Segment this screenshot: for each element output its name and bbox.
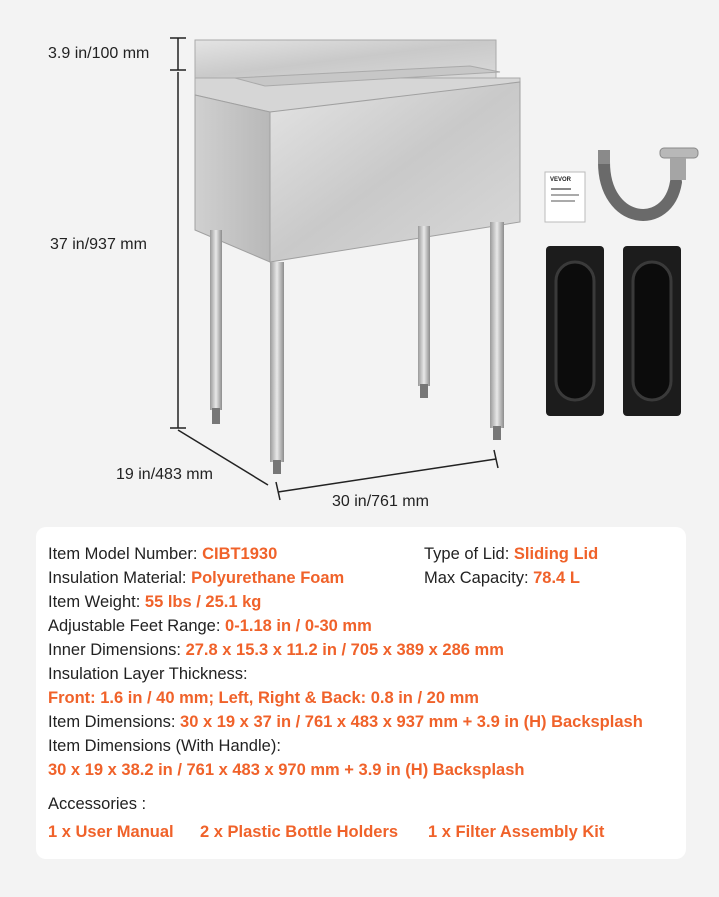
depth-dimension: 19 in/483 mm	[116, 466, 213, 483]
spec-model: Item Model Number: CIBT1930	[48, 545, 278, 563]
spec-lid: Type of Lid: Sliding Lid	[424, 545, 599, 563]
spec-handle-label: Item Dimensions (With Handle):	[48, 737, 281, 755]
spec-inner-dimensions: Inner Dimensions: 27.8 x 15.3 x 11.2 in / 705 x 389 x 286 mm	[48, 641, 504, 659]
backsplash-dimension: 3.9 in/100 mm	[48, 45, 150, 62]
spec-item-dimensions: Item Dimensions: 30 x 19 x 37 in / 761 x 483 x 937 mm + 3.9 in (H) Backsplash	[48, 713, 643, 731]
accessories-label: Accessories :	[48, 795, 147, 813]
spec-insulation: Insulation Material: Polyurethane Foam	[48, 569, 345, 587]
width-dimension: 30 in/761 mm	[332, 493, 429, 510]
drain-kit-image	[598, 148, 698, 215]
spec-capacity: Max Capacity: 78.4 L	[424, 569, 580, 587]
spec-feet: Adjustable Feet Range: 0-1.18 in / 0-30 mm	[48, 617, 372, 635]
manual-brand-logo: VEVOR	[550, 177, 572, 183]
spec-card	[36, 527, 686, 859]
spec-weight: Item Weight: 55 lbs / 25.1 kg	[48, 593, 262, 611]
spec-handle-value: 30 x 19 x 38.2 in / 761 x 483 x 970 mm + 3.9 in (H) Backsplash	[48, 761, 525, 779]
spec-layer-label: Insulation Layer Thickness:	[48, 665, 248, 683]
height-dimension: 37 in/937 mm	[50, 236, 147, 253]
spec-layer-value: Front: 1.6 in / 40 mm; Left, Right & Back: 0.8 in / 20 mm	[48, 689, 479, 707]
accessory-item: 1 x User Manual	[48, 823, 174, 841]
accessory-item: 1 x Filter Assembly Kit	[428, 823, 605, 841]
bottle-holder-images	[546, 246, 681, 416]
accessory-item: 2 x Plastic Bottle Holders	[200, 823, 399, 841]
